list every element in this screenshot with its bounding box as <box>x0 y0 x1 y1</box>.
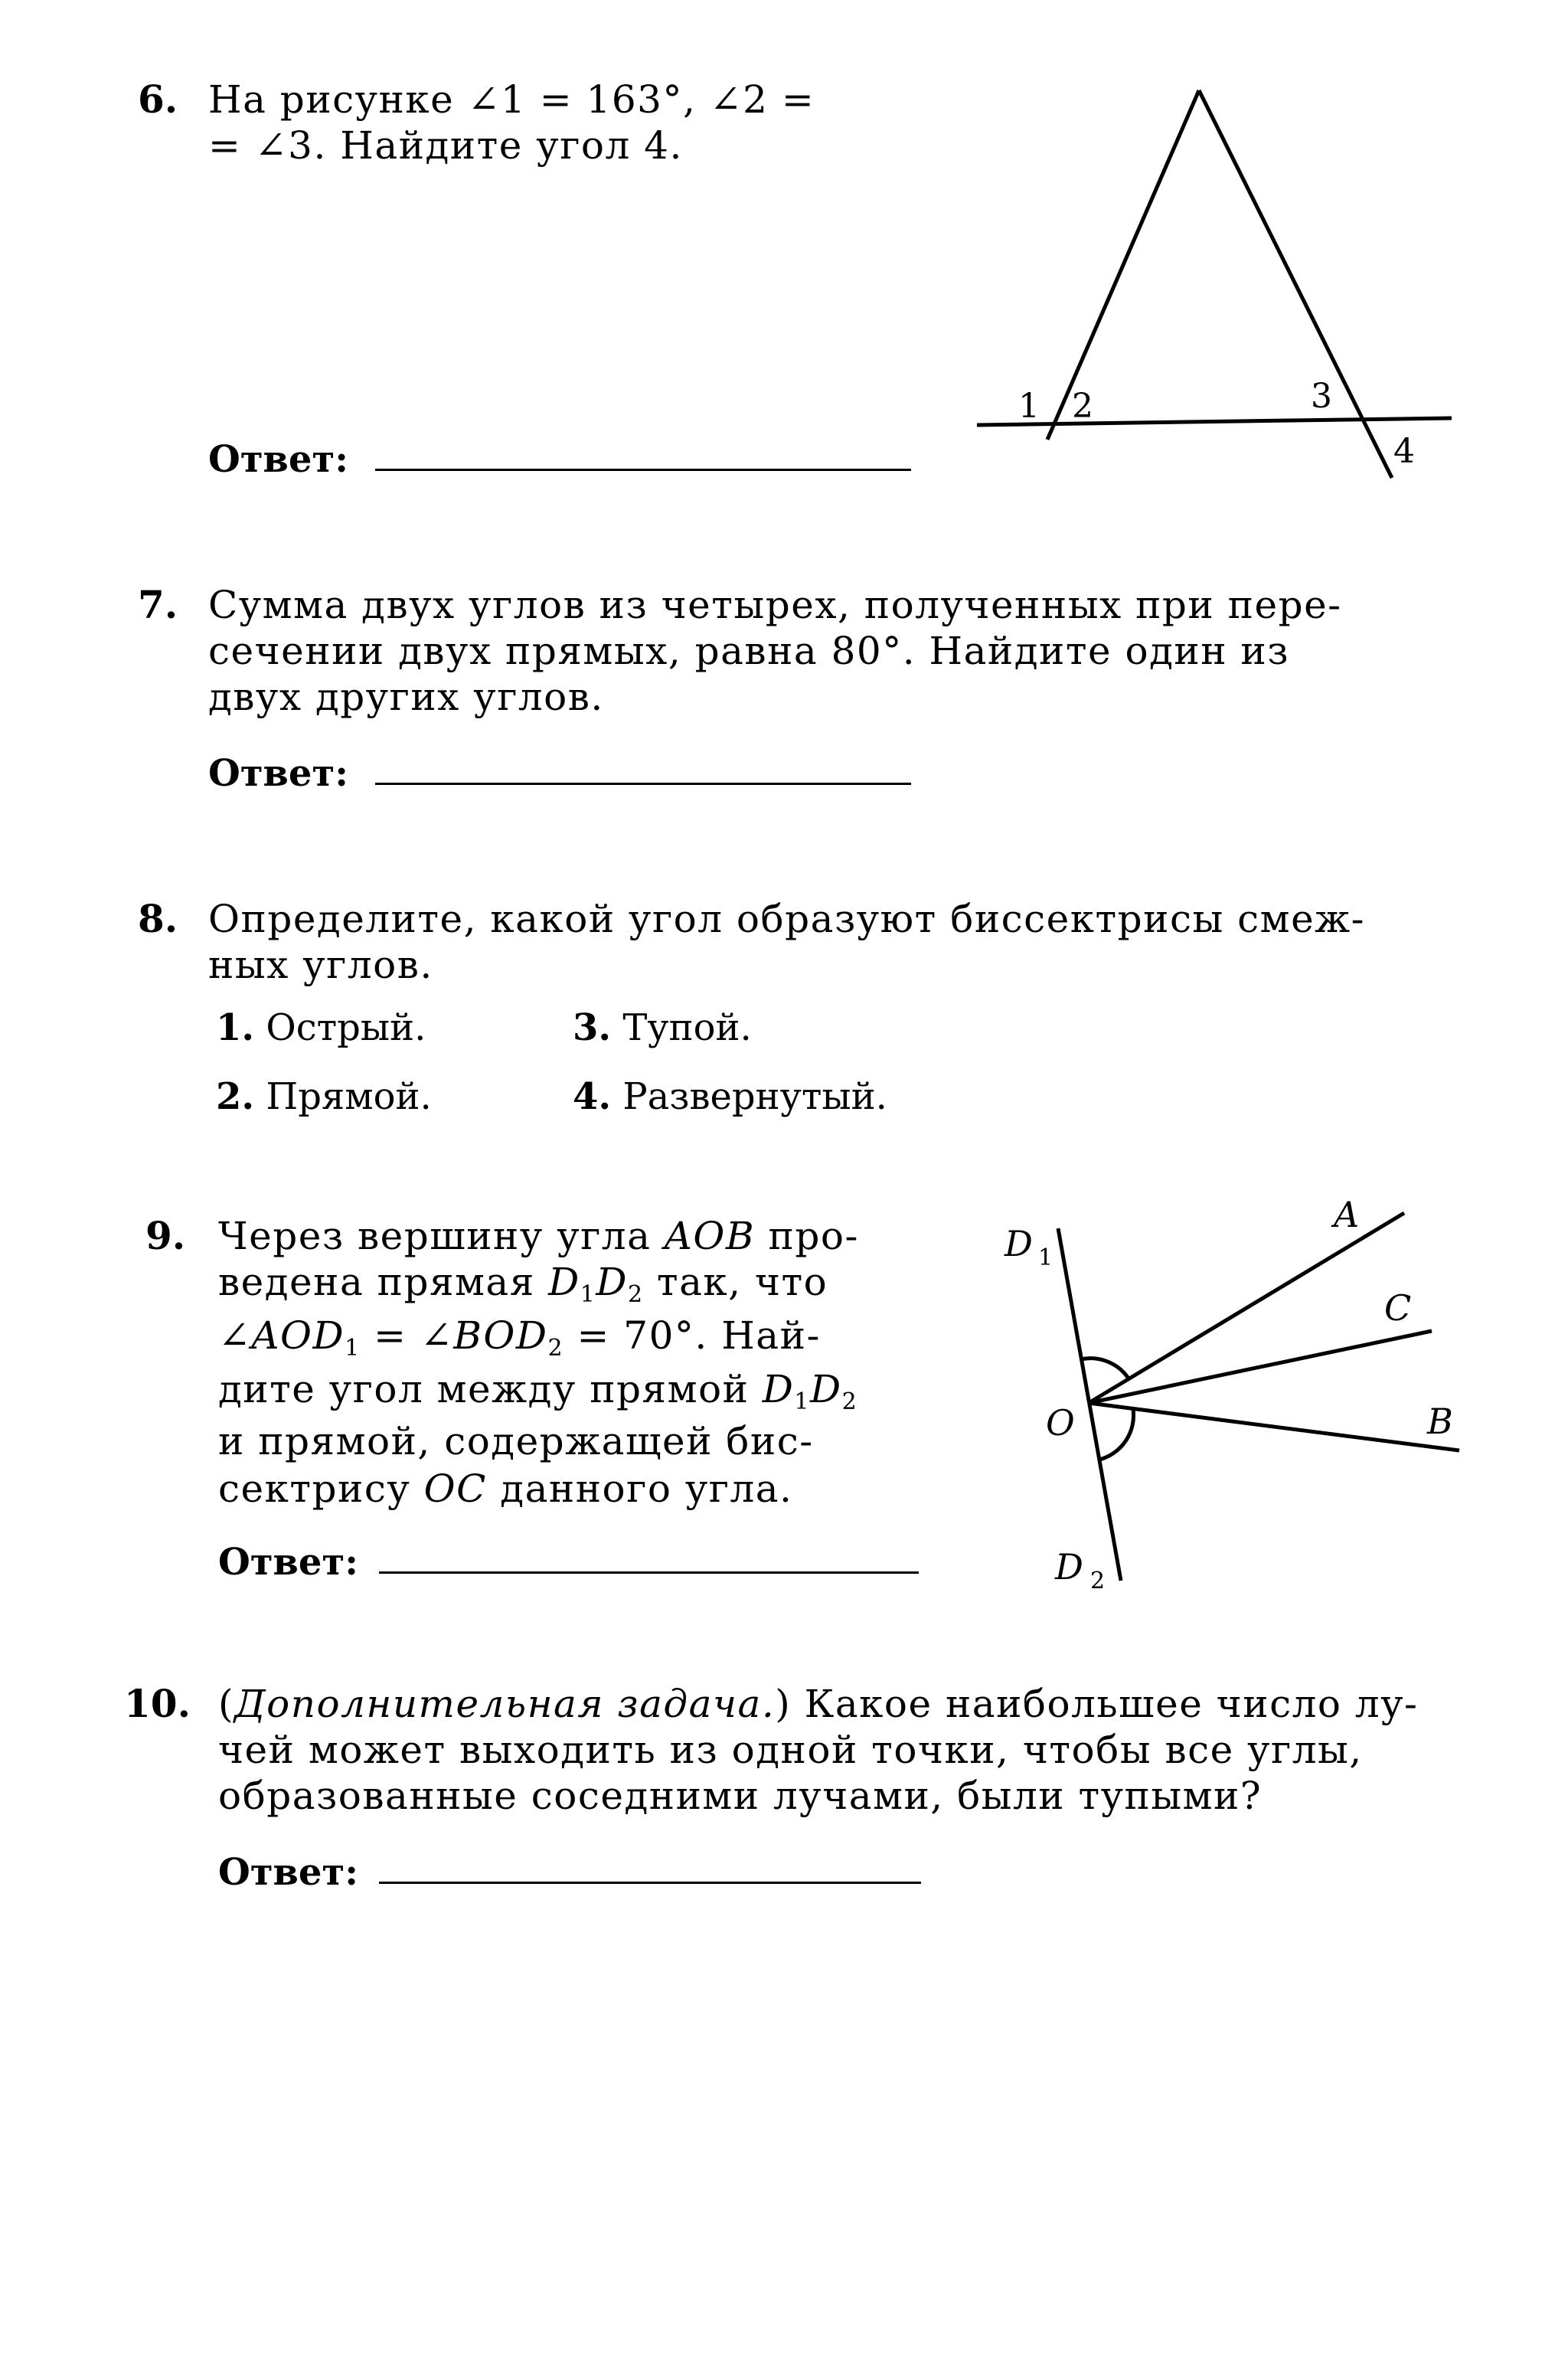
option-2-number: 2. <box>216 1075 255 1118</box>
point-label-c: C <box>1384 1287 1412 1329</box>
question-6-text-line-2: = ∠3. Найдите угол 4. <box>208 123 683 168</box>
q9-l3-b: AOD <box>251 1313 345 1358</box>
q9-l6-a: сектрису <box>218 1467 424 1511</box>
option-4-text: Развернутый. <box>622 1075 887 1118</box>
option-3-text: Тупой. <box>622 1006 752 1049</box>
q9-l4-b-sub: 1 <box>794 1388 810 1415</box>
question-6-number: 6. <box>138 77 178 122</box>
transversal-line <box>977 418 1452 425</box>
ray-oc <box>1089 1331 1432 1403</box>
point-label-a: A <box>1334 1194 1360 1235</box>
point-label-b: B <box>1427 1401 1453 1442</box>
option-4-number: 4. <box>573 1075 612 1118</box>
q9-l1-b: AOB <box>664 1214 756 1258</box>
rays-figure <box>1058 1213 1459 1581</box>
point-label-d2: D <box>1055 1546 1083 1588</box>
q9-l6-b: OC <box>423 1467 487 1511</box>
question-7-text-line-1: Сумма двух углов из четырех, полученных при пере- <box>208 583 1342 627</box>
angle-label-3: 3 <box>1311 377 1332 416</box>
triangle-left-side <box>1047 90 1199 440</box>
q9-l3-c: = ∠ <box>360 1313 454 1358</box>
answer-label-q7: Ответ: <box>208 752 348 795</box>
q9-l4-c-sub: 2 <box>841 1388 858 1415</box>
question-8-text-line-1: Определите, какой угол образуют биссектрисы смеж- <box>208 897 1366 941</box>
q9-l4-a: дите угол между прямой <box>218 1367 763 1411</box>
point-label-d1-sub: 1 <box>1038 1244 1054 1271</box>
q9-l2-b: D <box>548 1260 580 1304</box>
q9-l3-d: BOD <box>453 1313 548 1358</box>
q9-l3-e: = 70°. Най- <box>564 1313 821 1358</box>
angle-arc-aod1 <box>1081 1359 1129 1378</box>
triangle-figure <box>977 90 1452 478</box>
question-8-number: 8. <box>138 896 178 941</box>
answer-label-q6: Ответ: <box>208 438 348 481</box>
question-9-text-line-5: и прямой, содержащей бис- <box>218 1419 814 1463</box>
option-3-number: 3. <box>573 1006 612 1049</box>
angle-label-1: 1 <box>1018 387 1040 426</box>
question-7-text-line-3: двух других углов. <box>208 675 604 719</box>
q10-l1-open: ( <box>218 1682 235 1726</box>
angle-label-2: 2 <box>1072 387 1093 426</box>
question-8-text-line-2: ных углов. <box>208 943 433 987</box>
angle-label-4: 4 <box>1393 432 1415 471</box>
point-label-d2-sub: 2 <box>1090 1568 1106 1594</box>
ray-oa <box>1089 1213 1404 1403</box>
question-10-text-line-3: образованные соседними лучами, были тупыми? <box>218 1774 1263 1818</box>
option-1-text: Острый. <box>266 1006 426 1049</box>
q9-l2-c: D <box>596 1260 628 1304</box>
answer-label-q10: Ответ: <box>218 1851 358 1894</box>
answer-label-q9: Ответ: <box>218 1541 358 1584</box>
q9-l2-c-sub: 2 <box>627 1281 644 1308</box>
q9-l3-a: ∠ <box>218 1313 252 1358</box>
angle-arc-bod2 <box>1099 1409 1134 1460</box>
q9-l3-d-sub: 2 <box>547 1335 564 1362</box>
question-7-text-line-2: сечении двух прямых, равна 80°. Найдите один из <box>208 629 1290 673</box>
question-6-text-line-1: На рисунке ∠1 = 163°, ∠2 = <box>208 77 815 122</box>
option-2-text: Прямой. <box>266 1075 432 1118</box>
q9-l1-c: про- <box>755 1214 859 1258</box>
question-10-text-line-2: чей может выходить из одной точки, чтобы все углы, <box>218 1728 1363 1772</box>
q9-l2-a: ведена прямая <box>218 1260 549 1304</box>
q9-l2-b-sub: 1 <box>580 1281 596 1308</box>
ray-ob <box>1089 1403 1459 1450</box>
point-label-d1: D <box>1004 1223 1033 1264</box>
point-label-o: O <box>1046 1402 1075 1444</box>
q9-l4-b: D <box>762 1367 795 1411</box>
q9-l3-b-sub: 1 <box>345 1335 361 1362</box>
question-9-number: 9. <box>145 1213 186 1258</box>
q9-l4-c: D <box>809 1367 842 1411</box>
question-7-number: 7. <box>138 582 178 627</box>
question-10-number: 10. <box>124 1681 191 1726</box>
q9-l6-c: данного угла. <box>486 1467 793 1511</box>
q10-l1-rest: ) Какое наибольшее число лу- <box>775 1682 1419 1726</box>
option-1-number: 1. <box>216 1006 255 1049</box>
q9-l2-d: так, что <box>643 1260 828 1304</box>
q10-l1-italic: Дополнительная задача. <box>234 1682 776 1726</box>
q9-l1-a: Через вершину угла <box>218 1214 665 1258</box>
